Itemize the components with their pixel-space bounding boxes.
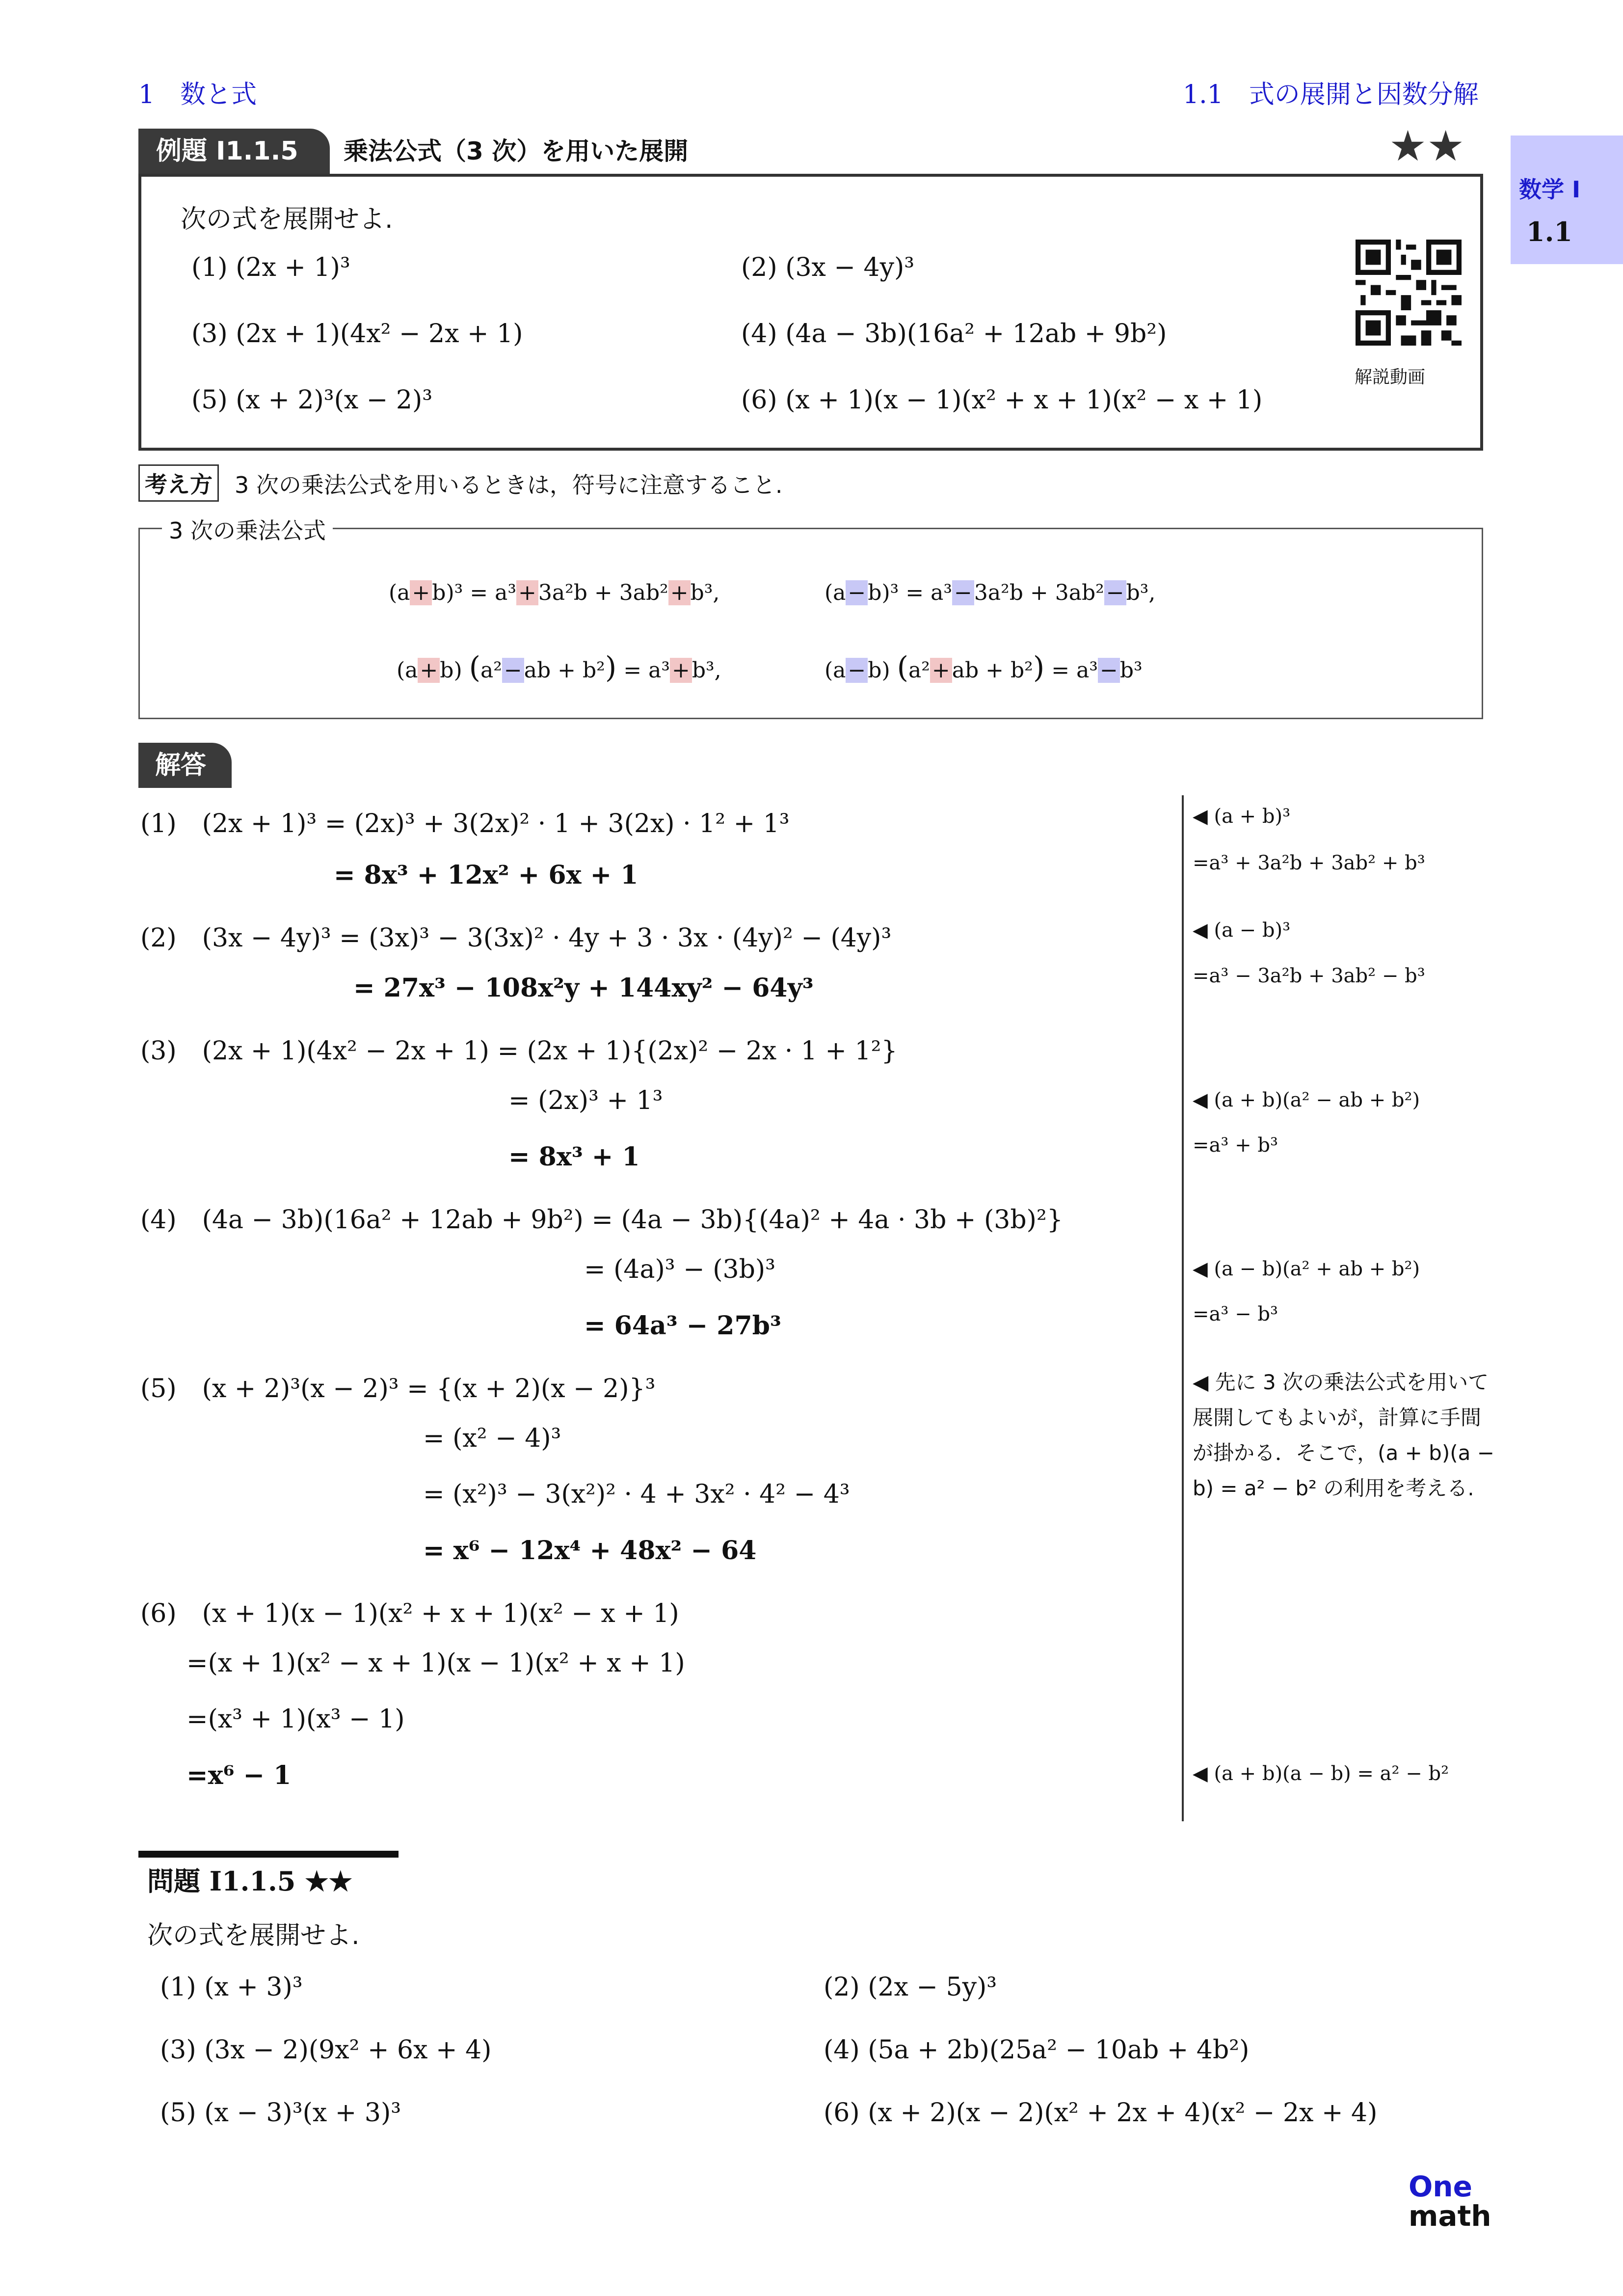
answer-step-5a: = (x² − 4)³ [423,1424,561,1453]
difficulty-stars: ★★ [1389,122,1465,171]
formula-sum-of-cubes: (a+b) (a²−ab + b²) = a³+b³, [397,650,721,685]
exercise-bar [138,1851,399,1858]
side-note-3b: =a³ + b³ [1193,1134,1278,1157]
example-problem-3: (3) (2x + 1)(4x² − 2x + 1) [191,319,523,349]
answer-line-3: (3) (2x + 1)(4x² − 2x + 1) = (2x + 1){(2x)² − 2x · 1 + 1²} [140,1036,898,1066]
side-tab-number: 1.1 [1526,216,1572,247]
side-tab-subject: 数学 I [1519,176,1581,203]
answer-result-5: = x⁶ − 12x⁴ + 48x² − 64 [423,1536,757,1566]
formula-cube-sum: (a+b)³ = a³+3a²b + 3ab²+b³, [389,580,720,605]
answer-result-4: = 64a³ − 27b³ [584,1311,781,1341]
answer-line-6: (6) (x + 1)(x − 1)(x² + x + 1)(x² − x + 1) [140,1599,679,1628]
answer-result-1: = 8x³ + 12x² + 6x + 1 [334,860,639,890]
answer-line-1: (1) (2x + 1)³ = (2x)³ + 3(2x)² · 1 + 3(2x) · 1² + 1³ [140,809,790,838]
exercise-problem-4: (4) (5a + 2b)(25a² − 10ab + 4b²) [824,2035,1250,2065]
answer-result-2: = 27x³ − 108x²y + 144xy² − 64y³ [353,973,814,1003]
side-note-5: ◀ 先に 3 次の乗法公式を用いて展開してもよいが，計算に手間が掛かる．そこで，(a + b)(a − b) = a² − b² の利用を考える. [1193,1370,1494,1500]
example-instruction: 次の式を展開せよ. [181,205,393,234]
answer-step-5b: = (x²)³ − 3(x²)² · 4 + 3x² · 4² − 4³ [423,1480,850,1509]
side-note-2b: =a³ − 3a²b + 3ab² − b³ [1193,965,1425,987]
answer-line-2: (2) (3x − 4y)³ = (3x)³ − 3(3x)² · 4y + 3 · 3x · (4y)² − (4y)³ [140,923,892,953]
example-title: 乗法公式（3 次）を用いた展開 [344,137,689,165]
section-header: 1.1 式の展開と因数分解 [1183,80,1479,109]
logo-line-1: One [1409,2170,1472,2203]
logo-line-2: math [1409,2199,1491,2233]
side-note-2: ◀ (a − b)³ [1193,919,1291,942]
answer-result-6: =x⁶ − 1 [186,1760,292,1790]
answer-result-3: = 8x³ + 1 [508,1142,640,1172]
side-note-6: ◀ (a + b)(a − b) = a² − b² [1193,1762,1449,1785]
formula-cube-difference: (a−b)³ = a³−3a²b + 3ab²−b³, [825,580,1156,605]
qr-label: 解説動画 [1355,367,1426,387]
exercise-problem-3: (3) (3x − 2)(9x² + 6x + 4) [160,2035,492,2065]
formula-difference-of-cubes: (a−b) (a²+ab + b²) = a³−b³ [825,650,1143,685]
formula-box-label: 3 次の乗法公式 [162,513,333,545]
example-problem-1: (1) (2x + 1)³ [191,253,350,282]
exercise-label: 問題 I1.1.5 ★★ [147,1865,352,1897]
side-note-divider [1182,795,1184,1821]
approach-text: 3 次の乗法公式を用いるときは，符号に注意すること. [235,472,783,498]
answer-line-4: (4) (4a − 3b)(16a² + 12ab + 9b²) = (4a − 3b){(4a)² + 4a · 3b + (3b)²} [140,1205,1063,1235]
side-note-1b: =a³ + 3a²b + 3ab² + b³ [1193,852,1425,874]
side-note-3: ◀ (a + b)(a² − ab + b²) [1193,1089,1420,1111]
answer-line-5: (5) (x + 2)³(x − 2)³ = {(x + 2)(x − 2)}³ [140,1374,656,1404]
qr-code-icon[interactable] [1356,240,1462,346]
answer-step-6b: =(x³ + 1)(x³ − 1) [186,1704,405,1734]
answer-step-6a: =(x + 1)(x² − x + 1)(x − 1)(x² + x + 1) [186,1648,685,1678]
example-problem-5: (5) (x + 2)³(x − 2)³ [191,385,433,415]
example-problem-2: (2) (3x − 4y)³ [741,253,915,282]
example-label: 例題 I1.1.5 [138,129,330,174]
side-note-4b: =a³ − b³ [1193,1303,1278,1325]
example-problem-4: (4) (4a − 3b)(16a² + 12ab + 9b²) [741,319,1167,349]
side-note-1: ◀ (a + b)³ [1193,805,1291,828]
side-note-4: ◀ (a − b)(a² + ab + b²) [1193,1258,1420,1280]
exercise-instruction: 次の式を展開せよ. [147,1921,360,1950]
formula-box [138,528,1483,719]
answer-label: 解答 [138,743,232,788]
exercise-problem-5: (5) (x − 3)³(x + 3)³ [160,2098,401,2128]
exercise-problem-2: (2) (2x − 5y)³ [824,1972,997,2002]
exercise-problem-6: (6) (x + 2)(x − 2)(x² + 2x + 4)(x² − 2x + 4) [824,2098,1378,2128]
example-problem-6: (6) (x + 1)(x − 1)(x² + x + 1)(x² − x + 1) [741,385,1263,415]
answer-step-4a: = (4a)³ − (3b)³ [584,1255,776,1284]
chapter-header: 1 数と式 [138,80,257,109]
answer-step-3a: = (2x)³ + 1³ [508,1086,663,1115]
approach-label: 考え方 [138,464,219,502]
exercise-problem-1: (1) (x + 3)³ [160,1972,303,2002]
